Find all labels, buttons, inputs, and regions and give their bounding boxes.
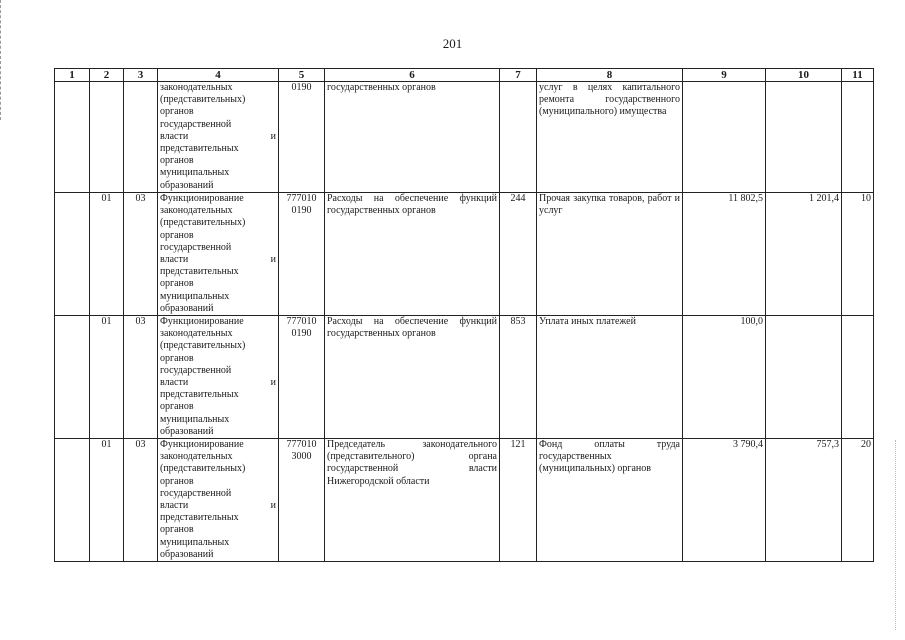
cell-c5 [279,316,325,439]
cell-line: представительных [160,143,239,155]
cell-line: 777010 [286,439,317,451]
cell-c2: 01 [90,439,124,562]
cell-c1 [55,439,90,562]
cell-line: Функционирование [160,439,244,451]
column-header-11: 11 [842,69,874,82]
cell-line: муниципальных [160,413,230,425]
cell-line: органов [160,524,194,536]
cell-c1 [55,82,90,193]
cell-line: (представительных) [160,94,246,106]
column-header-10: 10 [766,69,842,82]
cell-line: представительных [160,512,239,524]
cell-line: 0190 [291,205,312,217]
cell-line: власти [160,254,189,266]
cell-line: государственной [160,487,232,499]
table-row [55,316,874,439]
cell-c1 [55,193,90,316]
cell-line: муниципальных [160,290,230,302]
cell-line: органов [160,401,194,413]
cell-c5 [279,439,325,562]
column-header-2: 2 [90,69,124,82]
table-row [55,82,874,193]
header-row [55,69,874,82]
cell-c9 [683,82,766,193]
cell-line: (представительных) [160,340,246,352]
cell-line: государственной [160,241,232,253]
column-header-1: 1 [55,69,90,82]
cell-c10: 1 201,4 [766,193,842,316]
cell-line: 0190 [291,328,312,340]
cell-line: и [270,254,276,266]
cell-c1 [55,316,90,439]
column-header-8: 8 [537,69,683,82]
cell-c3 [124,82,158,193]
cell-line: образований [160,548,214,560]
column-header-5: 5 [279,69,325,82]
cell-c2 [90,82,124,193]
cell-c8: Уплата иных платежей [537,316,683,439]
cell-c3: 03 [124,193,158,316]
scan-edge-mark [895,440,897,630]
cell-line: (представительных) [160,463,246,475]
cell-line: государственной [160,364,232,376]
cell-c4 [158,316,279,439]
cell-c2: 01 [90,193,124,316]
column-header-7: 7 [500,69,537,82]
cell-c9: 3 790,4 [683,439,766,562]
table-row [55,439,874,562]
cell-line: государственной [160,118,232,130]
cell-c2: 01 [90,316,124,439]
cell-line: 0190 [291,82,312,93]
cell-c10 [766,82,842,193]
cell-c7: 853 [500,316,537,439]
cell-c6: Расходы на обеспечение функций государственных органов [325,316,500,439]
cell-c8: услуг в целях капитального ремонта государственного (муниципального) имущества [537,82,683,193]
cell-line: и [270,130,276,142]
cell-line: органов [160,475,194,487]
cell-c10: 757,3 [766,439,842,562]
cell-line: власти [160,377,189,389]
cell-line: (представительных) [160,217,246,229]
cell-line: 777010 [286,316,317,328]
cell-line: законодательных [160,328,233,340]
column-header-4: 4 [158,69,279,82]
column-header-3: 3 [124,69,158,82]
cell-line: муниципальных [160,167,230,179]
cell-line: и [270,377,276,389]
cell-spread-line [160,377,276,389]
cell-line: власти [160,130,189,142]
cell-spread-line [160,254,276,266]
column-header-6: 6 [325,69,500,82]
cell-spread-line [160,500,276,512]
cell-c4 [158,82,279,193]
cell-line: органов [160,229,194,241]
cell-spread-line [160,131,276,143]
cell-c4 [158,193,279,316]
cell-line: органов [160,352,194,364]
cell-line: законодательных [160,205,233,217]
cell-c5 [279,193,325,316]
cell-c7: 244 [500,193,537,316]
cell-c7 [500,82,537,193]
budget-table [54,68,874,562]
cell-c8: Фонд оплаты труда государственных (муниципальных) органов [537,439,683,562]
page-number: 201 [442,36,463,51]
cell-c8: Прочая закупка товаров, работ и услуг [537,193,683,316]
cell-line: Функционирование [160,193,244,204]
cell-line: образований [160,179,214,191]
cell-line: 3000 [291,451,312,463]
cell-c5 [279,82,325,193]
cell-line: муниципальных [160,536,230,548]
cell-c11 [842,316,874,439]
cell-line: органов [160,155,194,167]
cell-c4 [158,439,279,562]
cell-line: представительных [160,389,239,401]
cell-c7: 121 [500,439,537,562]
cell-c3: 03 [124,316,158,439]
cell-c10 [766,316,842,439]
cell-line: Функционирование [160,316,244,328]
cell-line: органов [160,278,194,290]
cell-line: органов [160,106,194,118]
cell-c11 [842,82,874,193]
cell-line: власти [160,500,189,512]
cell-line: 777010 [286,193,317,204]
cell-line: и [270,500,276,512]
cell-c11: 20 [842,439,874,562]
cell-line: законодательных [160,82,233,93]
cell-line: законодательных [160,451,233,463]
cell-c6: государственных органов [325,82,500,193]
cell-c11: 10 [842,193,874,316]
column-header-9: 9 [683,69,766,82]
cell-c3: 03 [124,439,158,562]
cell-c6: Председатель законодательного (представительного) органа государственной власти Нижегородской области [325,439,500,562]
cell-line: образований [160,302,214,314]
cell-c9: 100,0 [683,316,766,439]
scan-edge-mark [0,0,3,120]
cell-c9: 11 802,5 [683,193,766,316]
cell-line: образований [160,425,214,437]
cell-line: представительных [160,266,239,278]
table-row [55,193,874,316]
cell-c6: Расходы на обеспечение функций государственных органов [325,193,500,316]
